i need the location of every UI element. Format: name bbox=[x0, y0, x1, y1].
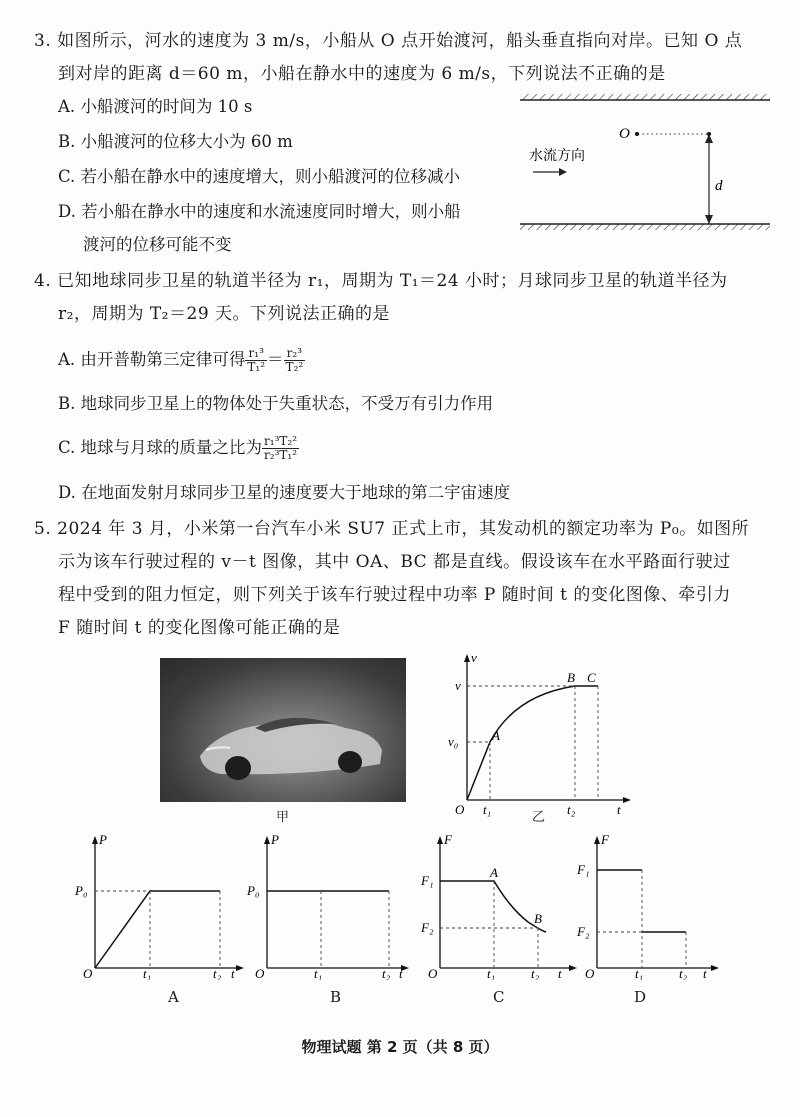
car-silhouette bbox=[160, 658, 406, 802]
graph-d-f1-tick: F₁ bbox=[577, 862, 590, 877]
frac1-denominator: T₁² bbox=[247, 359, 266, 374]
graph-b-caption: B bbox=[330, 988, 342, 1006]
vt-point-a: A bbox=[492, 728, 500, 743]
q3-option-a: A. 小船渡河的时间为 10 s bbox=[58, 97, 253, 116]
graph-b-p0-tick: P₀ bbox=[247, 883, 260, 898]
graph-d-t2-tick: t₂ bbox=[679, 966, 688, 980]
graph-c-t-label: t bbox=[558, 966, 562, 980]
graph-c-point-a: A bbox=[490, 865, 498, 880]
vt-point-b: B bbox=[567, 670, 575, 685]
graph-c bbox=[418, 830, 583, 980]
graph-c-origin: O bbox=[428, 966, 438, 980]
photo-caption: 甲 bbox=[276, 810, 290, 825]
q5-stem-line1: 5. 2024 年 3 月，小米第一台汽车小米 SU7 正式上市，其发动机的额定功率为 P₀。如图所 bbox=[34, 519, 750, 539]
frac-c-denominator: r₂³T₁² bbox=[264, 447, 298, 462]
vt-point-c: C bbox=[587, 670, 596, 685]
graph-b-t1-tick: t₁ bbox=[314, 966, 323, 980]
vt-graph bbox=[445, 650, 635, 820]
flow-arrow-head bbox=[559, 168, 567, 176]
q4-option-c-text: C. 地球与月球的质量之比为 bbox=[58, 438, 263, 457]
vt-t-axis-label: t bbox=[617, 802, 621, 817]
graph-d bbox=[575, 830, 725, 980]
frac2-denominator: T₂² bbox=[285, 359, 304, 374]
q3-stem-line2: 到对岸的距离 d＝60 m，小船在静水中的速度为 6 m/s，下列说法不正确的是 bbox=[58, 64, 666, 84]
page-footer: 物理试题 第 2 页（共 8 页） bbox=[301, 1038, 499, 1056]
origin-label: O bbox=[619, 126, 630, 142]
graph-a-p0-tick: P₀ bbox=[75, 883, 88, 898]
vt-v0-tick: v₀ bbox=[448, 734, 459, 749]
graph-c-f1-tick: F₁ bbox=[421, 873, 434, 888]
frac-c-numerator: r₁³T₂² bbox=[264, 433, 298, 448]
graph-a-t2-tick: t₂ bbox=[213, 966, 222, 980]
q5-stem-line2: 示为该车行驶过程的 v－t 图像，其中 OA、BC 都是直线。假设该车在水平路面行驶过 bbox=[58, 552, 731, 572]
graph-d-f-arrow bbox=[594, 836, 600, 844]
graph-d-origin: O bbox=[585, 966, 595, 980]
graph-d-t-label: t bbox=[703, 966, 707, 980]
point-o bbox=[635, 132, 639, 136]
graph-c-point-b: B bbox=[534, 911, 542, 926]
graph-b bbox=[245, 830, 415, 980]
q4-option-d: D. 在地面发射月球同步卫星的速度要大于地球的第二宇宙速度 bbox=[58, 483, 511, 502]
graph-a-p-label: P bbox=[99, 832, 107, 847]
graph-d-caption: D bbox=[634, 988, 647, 1006]
q3-river-figure bbox=[515, 90, 775, 235]
distance-arrow-up bbox=[705, 134, 713, 143]
q3-option-d-cont: 渡河的位移可能不变 bbox=[83, 235, 232, 254]
frac1-numerator: r₁³ bbox=[245, 347, 267, 361]
far-bank-hatch bbox=[520, 94, 770, 100]
graph-a-caption: A bbox=[168, 988, 179, 1006]
vt-origin: O bbox=[455, 802, 465, 817]
graph-c-caption: C bbox=[493, 988, 505, 1006]
q4-option-a-text: A. 由开普勒第三定律可得 bbox=[58, 350, 246, 369]
vt-curve bbox=[467, 686, 598, 800]
distance-arrow-down bbox=[705, 215, 713, 224]
flow-label: 水流方向 bbox=[529, 149, 585, 164]
q3-option-b: B. 小船渡河的位移大小为 60 m bbox=[58, 132, 293, 151]
vt-caption: 乙 bbox=[532, 810, 546, 825]
graph-c-f2-tick: F₂ bbox=[421, 920, 434, 935]
vt-t2-tick: t₂ bbox=[567, 802, 576, 817]
graph-b-origin: O bbox=[255, 966, 265, 980]
graph-b-t-label: t bbox=[399, 966, 403, 980]
graph-b-p-label: P bbox=[271, 832, 279, 847]
distance-label: d bbox=[715, 178, 723, 194]
frac2-numerator: r₂³ bbox=[284, 347, 306, 361]
q5-stem-line3: 程中受到的阻力恒定，则下列关于该车行驶过程中功率 P 随时间 t 的变化图像、牵引力 bbox=[58, 585, 731, 605]
graph-c-curve bbox=[440, 881, 546, 932]
graph-c-f-label: F bbox=[444, 832, 452, 847]
q4-option-a-equals: ＝ bbox=[267, 350, 284, 369]
q3-option-c: C. 若小船在静水中的速度增大，则小船渡河的位移减小 bbox=[58, 167, 461, 186]
q4-stem-line2: r₂，周期为 T₂＝29 天。下列说法正确的是 bbox=[58, 304, 391, 324]
graph-b-p-arrow bbox=[264, 836, 270, 844]
graph-c-t1-tick: t₁ bbox=[487, 966, 496, 980]
q4-option-c bbox=[58, 430, 299, 466]
graph-d-t-arrow bbox=[711, 965, 719, 971]
q3-stem-line1: 3. 如图所示，河水的速度为 3 m/s，小船从 O 点开始渡河，船头垂直指向对岸。已知 O 点 bbox=[34, 31, 743, 51]
vt-v-axis-arrow bbox=[464, 654, 470, 662]
graph-a bbox=[75, 830, 250, 980]
q3-option-d: D. 若小船在静水中的速度和水流速度同时增大，则小船 bbox=[58, 202, 461, 221]
q4-option-a bbox=[58, 342, 305, 378]
vt-t1-tick: t₁ bbox=[483, 802, 492, 817]
graph-a-t1-tick: t₁ bbox=[143, 966, 152, 980]
vt-v-axis-label: v bbox=[471, 650, 477, 665]
graph-a-p-arrow bbox=[92, 836, 98, 844]
graph-d-f-label: F bbox=[601, 832, 609, 847]
graph-c-f-arrow bbox=[437, 836, 443, 844]
car-photo bbox=[160, 658, 406, 802]
graph-d-f2-tick: F₂ bbox=[577, 924, 590, 939]
graph-a-t-arrow bbox=[236, 965, 244, 971]
q4-stem-line1: 4. 已知地球同步卫星的轨道半径为 r₁，周期为 T₁＝24 小时；月球同步卫星的轨道半径为 bbox=[34, 271, 728, 291]
q4-option-b: B. 地球同步卫星上的物体处于失重状态，不受万有引力作用 bbox=[58, 394, 494, 413]
q4-option-c-frac bbox=[262, 435, 299, 462]
graph-a-t-label: t bbox=[231, 966, 235, 980]
near-bank-hatch bbox=[520, 224, 770, 230]
graph-a-origin: O bbox=[83, 966, 93, 980]
graph-b-t2-tick: t₂ bbox=[382, 966, 391, 980]
q4-option-a-frac2 bbox=[284, 347, 306, 374]
graph-c-t2-tick: t₂ bbox=[531, 966, 540, 980]
vt-t-axis-arrow bbox=[623, 797, 631, 803]
vt-v-tick: v bbox=[455, 678, 461, 693]
graph-a-line bbox=[95, 891, 220, 968]
graph-d-t1-tick: t₁ bbox=[635, 966, 644, 980]
q4-option-a-frac1 bbox=[245, 347, 267, 374]
q5-stem-line4: F 随时间 t 的变化图像可能正确的是 bbox=[58, 618, 341, 638]
